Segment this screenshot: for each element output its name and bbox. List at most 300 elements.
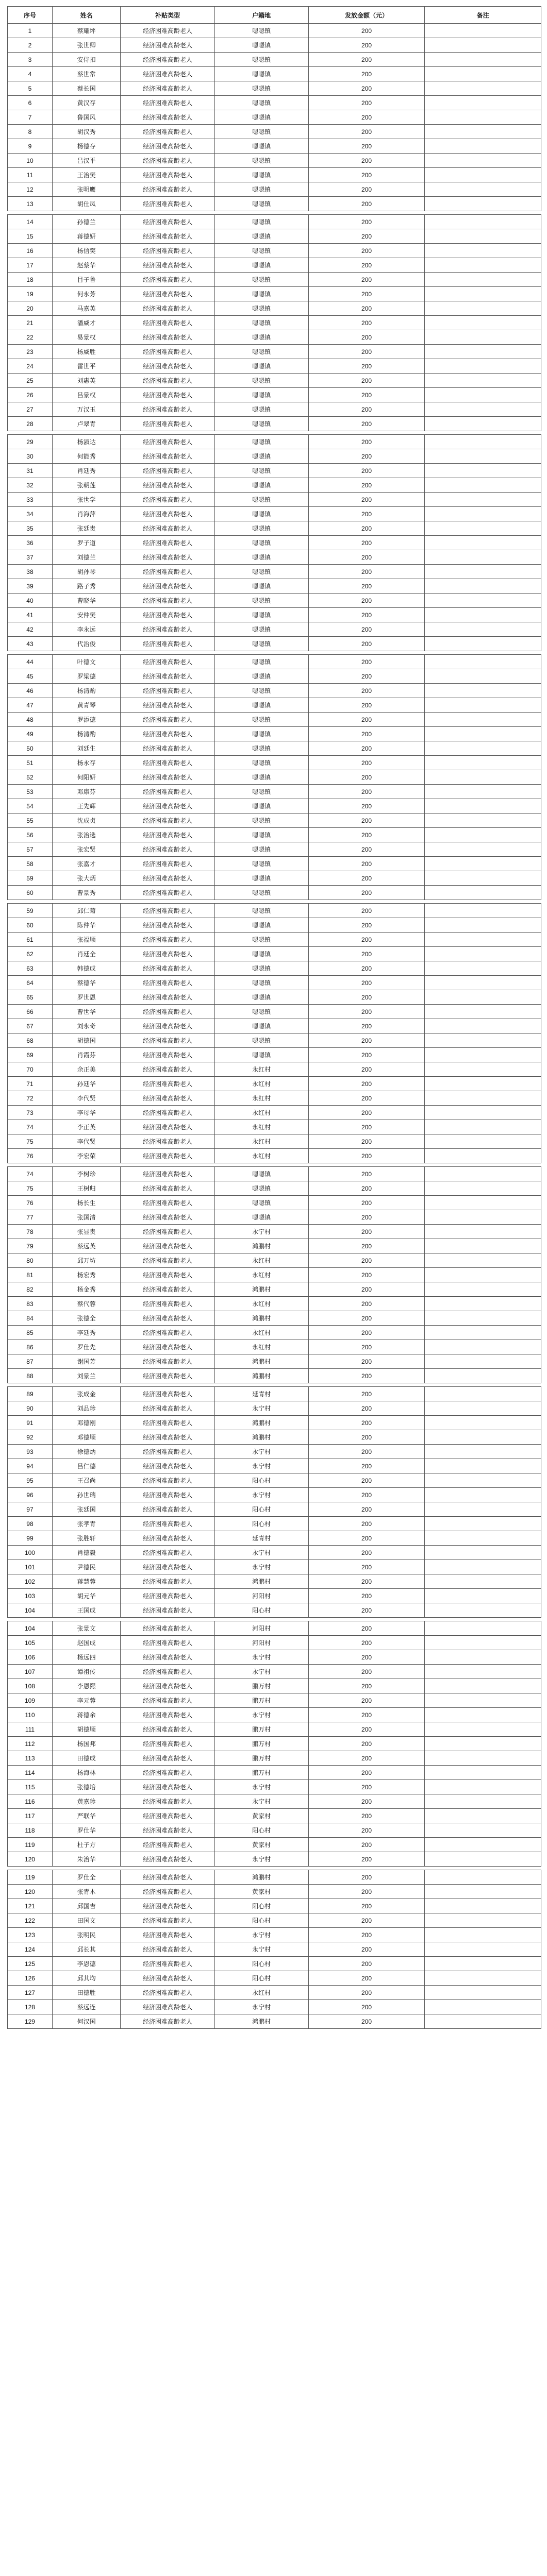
cell-type: 经济困难高龄老人 xyxy=(121,1326,214,1340)
cell-note xyxy=(425,1354,541,1369)
table-row xyxy=(8,1473,541,1488)
cell-amount: 200 xyxy=(308,1473,425,1488)
cell-note xyxy=(425,1210,541,1225)
cell-addr: 嗯嗯镇 xyxy=(214,81,308,96)
cell-seq: 106 xyxy=(8,1650,53,1665)
cell-amount: 200 xyxy=(308,359,425,374)
table-row xyxy=(8,961,541,976)
cell-type: 经济困难高龄老人 xyxy=(121,1737,214,1751)
cell-amount: 200 xyxy=(308,1636,425,1650)
cell-addr: 嗯嗯镇 xyxy=(214,182,308,197)
cell-seq: 83 xyxy=(8,1297,53,1311)
cell-amount: 200 xyxy=(308,1488,425,1502)
cell-addr: 永红村 xyxy=(214,1077,308,1091)
table-row xyxy=(8,1488,541,1502)
cell-note xyxy=(425,1693,541,1708)
cell-seq: 124 xyxy=(8,1942,53,1957)
cell-name: 肖海萍 xyxy=(52,507,120,521)
cell-seq: 118 xyxy=(8,1823,53,1838)
cell-name: 胡德顺 xyxy=(52,1722,120,1737)
cell-note xyxy=(425,1679,541,1693)
table-row xyxy=(8,1077,541,1091)
cell-name: 马嘉英 xyxy=(52,301,120,316)
cell-amount: 200 xyxy=(308,1297,425,1311)
cell-seq: 111 xyxy=(8,1722,53,1737)
cell-amount: 200 xyxy=(308,918,425,933)
separator-cell xyxy=(8,1867,541,1870)
cell-seq: 22 xyxy=(8,330,53,345)
cell-amount: 200 xyxy=(308,2014,425,2029)
cell-seq: 6 xyxy=(8,96,53,110)
cell-note xyxy=(425,402,541,417)
cell-addr: 嗯嗯镇 xyxy=(214,38,308,53)
cell-name: 李树珍 xyxy=(52,1167,120,1181)
cell-amount: 200 xyxy=(308,96,425,110)
cell-type: 经济困难高龄老人 xyxy=(121,1120,214,1134)
cell-type: 经济困难高龄老人 xyxy=(121,1603,214,1618)
table-row xyxy=(8,1062,541,1077)
cell-type: 经济困难高龄老人 xyxy=(121,493,214,507)
cell-note xyxy=(425,684,541,698)
cell-name: 尹德民 xyxy=(52,1560,120,1574)
cell-seq: 58 xyxy=(8,857,53,871)
cell-type: 经济困难高龄老人 xyxy=(121,637,214,651)
cell-type: 经济困难高龄老人 xyxy=(121,1340,214,1354)
cell-note xyxy=(425,1546,541,1560)
cell-type: 经济困难高龄老人 xyxy=(121,1708,214,1722)
cell-name: 张大炳 xyxy=(52,871,120,886)
cell-type: 经济困难高龄老人 xyxy=(121,713,214,727)
cell-note xyxy=(425,1005,541,1019)
cell-type: 经济困难高龄老人 xyxy=(121,2000,214,2014)
cell-addr: 永红村 xyxy=(214,1340,308,1354)
cell-type: 经济困难高龄老人 xyxy=(121,330,214,345)
cell-addr: 嗯嗯镇 xyxy=(214,550,308,565)
cell-type: 经济困难高龄老人 xyxy=(121,507,214,521)
cell-type: 经济困难高龄老人 xyxy=(121,1722,214,1737)
cell-addr: 鹏万村 xyxy=(214,1693,308,1708)
cell-note xyxy=(425,67,541,81)
cell-type: 经济困难高龄老人 xyxy=(121,727,214,741)
cell-addr: 嗯嗯镇 xyxy=(214,67,308,81)
cell-amount: 200 xyxy=(308,1870,425,1885)
table-row xyxy=(8,1401,541,1416)
table-row xyxy=(8,24,541,38)
cell-amount: 200 xyxy=(308,536,425,550)
cell-note xyxy=(425,1311,541,1326)
cell-seq: 34 xyxy=(8,507,53,521)
cell-note xyxy=(425,1708,541,1722)
cell-name: 代治俊 xyxy=(52,637,120,651)
cell-addr: 嗯嗯镇 xyxy=(214,417,308,431)
cell-seq: 54 xyxy=(8,799,53,814)
cell-addr: 永宁村 xyxy=(214,1665,308,1679)
cell-amount: 200 xyxy=(308,1574,425,1589)
cell-name: 邱国吉 xyxy=(52,1899,120,1913)
cell-note xyxy=(425,1899,541,1913)
cell-seq: 10 xyxy=(8,154,53,168)
cell-addr: 阳心村 xyxy=(214,1971,308,1986)
cell-addr: 鸿鹏村 xyxy=(214,1311,308,1326)
cell-name: 路子秀 xyxy=(52,579,120,594)
cell-name: 余正美 xyxy=(52,1062,120,1077)
cell-name: 刘永奇 xyxy=(52,1019,120,1033)
table-row xyxy=(8,1387,541,1401)
cell-seq: 61 xyxy=(8,933,53,947)
table-row xyxy=(8,1636,541,1650)
cell-note xyxy=(425,478,541,493)
cell-amount: 200 xyxy=(308,330,425,345)
cell-seq: 105 xyxy=(8,1636,53,1650)
cell-amount: 200 xyxy=(308,550,425,565)
cell-type: 经济困难高龄老人 xyxy=(121,197,214,211)
table-row xyxy=(8,67,541,81)
table-row xyxy=(8,374,541,388)
table-row xyxy=(8,1340,541,1354)
cell-type: 经济困难高龄老人 xyxy=(121,96,214,110)
cell-seq: 126 xyxy=(8,1971,53,1986)
cell-amount: 200 xyxy=(308,168,425,182)
cell-addr: 阳心村 xyxy=(214,1473,308,1488)
table-row xyxy=(8,1311,541,1326)
cell-name: 罗仕先 xyxy=(52,1340,120,1354)
cell-type: 经济困难高龄老人 xyxy=(121,655,214,669)
separator-cell xyxy=(8,1618,541,1621)
cell-amount: 200 xyxy=(308,1091,425,1106)
cell-amount: 200 xyxy=(308,521,425,536)
cell-type: 经济困难高龄老人 xyxy=(121,1531,214,1546)
cell-name: 曹景秀 xyxy=(52,886,120,900)
cell-addr: 延青村 xyxy=(214,1531,308,1546)
table-row xyxy=(8,990,541,1005)
cell-addr: 嗯嗯镇 xyxy=(214,507,308,521)
cell-type: 经济困难高龄老人 xyxy=(121,81,214,96)
cell-note xyxy=(425,1722,541,1737)
cell-note xyxy=(425,507,541,521)
cell-note xyxy=(425,301,541,316)
cell-note xyxy=(425,698,541,713)
cell-type: 经济困难高龄老人 xyxy=(121,1650,214,1665)
cell-name: 刘廷生 xyxy=(52,741,120,756)
table-row xyxy=(8,1445,541,1459)
table-row xyxy=(8,2000,541,2014)
cell-name: 杨金秀 xyxy=(52,1282,120,1297)
cell-type: 经济困难高龄老人 xyxy=(121,756,214,770)
cell-type: 经济困难高龄老人 xyxy=(121,1106,214,1120)
cell-note xyxy=(425,842,541,857)
table-row xyxy=(8,1149,541,1163)
cell-addr: 鹏万村 xyxy=(214,1722,308,1737)
cell-type: 经济困难高龄老人 xyxy=(121,1589,214,1603)
cell-seq: 31 xyxy=(8,464,53,478)
cell-amount: 200 xyxy=(308,1196,425,1210)
cell-amount: 200 xyxy=(308,1838,425,1852)
cell-seq: 59 xyxy=(8,871,53,886)
cell-addr: 永红村 xyxy=(214,1149,308,1163)
table-row xyxy=(8,521,541,536)
cell-note xyxy=(425,669,541,684)
cell-name: 杜子方 xyxy=(52,1838,120,1852)
cell-amount: 200 xyxy=(308,38,425,53)
cell-name: 罗仕华 xyxy=(52,1823,120,1838)
cell-seq: 116 xyxy=(8,1794,53,1809)
table-row xyxy=(8,727,541,741)
cell-amount: 200 xyxy=(308,345,425,359)
cell-amount: 200 xyxy=(308,770,425,785)
cell-seq: 38 xyxy=(8,565,53,579)
cell-note xyxy=(425,110,541,125)
cell-addr: 嗯嗯镇 xyxy=(214,215,308,229)
cell-type: 经济困难高龄老人 xyxy=(121,1502,214,1517)
cell-addr: 永宁村 xyxy=(214,1780,308,1794)
cell-note xyxy=(425,1942,541,1957)
cell-seq: 107 xyxy=(8,1665,53,1679)
cell-addr: 嗯嗯镇 xyxy=(214,565,308,579)
cell-name: 李廷秀 xyxy=(52,1326,120,1340)
cell-type: 经济困难高龄老人 xyxy=(121,449,214,464)
cell-amount: 200 xyxy=(308,287,425,301)
cell-type: 经济困难高龄老人 xyxy=(121,976,214,990)
cell-addr: 嗯嗯镇 xyxy=(214,814,308,828)
cell-name: 吕景权 xyxy=(52,388,120,402)
cell-type: 经济困难高龄老人 xyxy=(121,1488,214,1502)
cell-note xyxy=(425,197,541,211)
cell-name: 谢国芳 xyxy=(52,1354,120,1369)
table-row xyxy=(8,684,541,698)
cell-addr: 嗯嗯镇 xyxy=(214,770,308,785)
table-row xyxy=(8,449,541,464)
cell-seq: 59 xyxy=(8,904,53,918)
cell-type: 经济困难高龄老人 xyxy=(121,1636,214,1650)
table-row xyxy=(8,1809,541,1823)
cell-type: 经济困难高龄老人 xyxy=(121,1621,214,1636)
table-row xyxy=(8,594,541,608)
cell-addr: 阳心村 xyxy=(214,1823,308,1838)
cell-seq: 110 xyxy=(8,1708,53,1722)
cell-amount: 200 xyxy=(308,1340,425,1354)
cell-seq: 30 xyxy=(8,449,53,464)
cell-name: 张德全 xyxy=(52,1311,120,1326)
cell-type: 经济困难高龄老人 xyxy=(121,1473,214,1488)
table-row xyxy=(8,1239,541,1253)
cell-note xyxy=(425,1326,541,1340)
cell-seq: 36 xyxy=(8,536,53,550)
cell-seq: 80 xyxy=(8,1253,53,1268)
cell-name: 张福顺 xyxy=(52,933,120,947)
cell-amount: 200 xyxy=(308,1354,425,1369)
table-row xyxy=(8,550,541,565)
cell-note xyxy=(425,785,541,799)
cell-type: 经济困难高龄老人 xyxy=(121,1210,214,1225)
cell-name: 蔡世常 xyxy=(52,67,120,81)
cell-amount: 200 xyxy=(308,1430,425,1445)
cell-amount: 200 xyxy=(308,1942,425,1957)
cell-type: 经济困难高龄老人 xyxy=(121,244,214,258)
table-row xyxy=(8,402,541,417)
cell-amount: 200 xyxy=(308,1282,425,1297)
table-row xyxy=(8,1560,541,1574)
cell-seq: 84 xyxy=(8,1311,53,1326)
table-row xyxy=(8,125,541,139)
cell-type: 经济困难高龄老人 xyxy=(121,842,214,857)
cell-addr: 鸿鹏村 xyxy=(214,1369,308,1383)
cell-amount: 200 xyxy=(308,273,425,287)
cell-amount: 200 xyxy=(308,215,425,229)
cell-amount: 200 xyxy=(308,622,425,637)
cell-addr: 鸿鹏村 xyxy=(214,1416,308,1430)
cell-name: 王治樊 xyxy=(52,168,120,182)
cell-addr: 阳心村 xyxy=(214,1517,308,1531)
cell-name: 罗子道 xyxy=(52,536,120,550)
cell-amount: 200 xyxy=(308,1077,425,1091)
cell-type: 经济困难高龄老人 xyxy=(121,565,214,579)
table-row xyxy=(8,1282,541,1297)
cell-name: 胡孙琴 xyxy=(52,565,120,579)
table-row xyxy=(8,1459,541,1473)
cell-amount: 200 xyxy=(308,947,425,961)
cell-type: 经济困难高龄老人 xyxy=(121,1167,214,1181)
cell-type: 经济困难高龄老人 xyxy=(121,24,214,38)
cell-type: 经济困难高龄老人 xyxy=(121,1297,214,1311)
cell-note xyxy=(425,1445,541,1459)
cell-type: 经济困难高龄老人 xyxy=(121,67,214,81)
cell-amount: 200 xyxy=(308,1737,425,1751)
table-row xyxy=(8,478,541,493)
table-row xyxy=(8,258,541,273)
cell-addr: 嗯嗯镇 xyxy=(214,139,308,154)
cell-addr: 嗯嗯镇 xyxy=(214,594,308,608)
cell-name: 曹晓华 xyxy=(52,594,120,608)
cell-name: 王树归 xyxy=(52,1181,120,1196)
cell-seq: 71 xyxy=(8,1077,53,1091)
cell-seq: 44 xyxy=(8,655,53,669)
cell-amount: 200 xyxy=(308,1033,425,1048)
cell-note xyxy=(425,1196,541,1210)
table-row xyxy=(8,215,541,229)
cell-addr: 嗯嗯镇 xyxy=(214,464,308,478)
cell-name: 赵蔡华 xyxy=(52,258,120,273)
cell-seq: 7 xyxy=(8,110,53,125)
cell-seq: 40 xyxy=(8,594,53,608)
cell-amount: 200 xyxy=(308,449,425,464)
table-row xyxy=(8,1885,541,1899)
cell-type: 经济困难高龄老人 xyxy=(121,345,214,359)
cell-name: 张治选 xyxy=(52,828,120,842)
cell-name: 张成金 xyxy=(52,1387,120,1401)
cell-name: 杨国邦 xyxy=(52,1737,120,1751)
cell-name: 肖廷全 xyxy=(52,947,120,961)
cell-amount: 200 xyxy=(308,608,425,622)
table-row xyxy=(8,1005,541,1019)
cell-type: 经济困难高龄老人 xyxy=(121,1401,214,1416)
cell-seq: 95 xyxy=(8,1473,53,1488)
cell-name: 李元蓉 xyxy=(52,1693,120,1708)
cell-amount: 200 xyxy=(308,1387,425,1401)
cell-name: 邓康芬 xyxy=(52,785,120,799)
separator-cell xyxy=(8,1163,541,1167)
cell-addr: 鸿鹏村 xyxy=(214,1354,308,1369)
cell-note xyxy=(425,1077,541,1091)
cell-type: 经济困难高龄老人 xyxy=(121,1986,214,2000)
cell-note xyxy=(425,1033,541,1048)
cell-note xyxy=(425,1488,541,1502)
cell-seq: 9 xyxy=(8,139,53,154)
cell-type: 经济困难高龄老人 xyxy=(121,1885,214,1899)
cell-seq: 43 xyxy=(8,637,53,651)
cell-note xyxy=(425,1517,541,1531)
cell-type: 经济困难高龄老人 xyxy=(121,521,214,536)
cell-name: 安侍扣 xyxy=(52,53,120,67)
table-row xyxy=(8,1751,541,1766)
cell-addr: 嗯嗯镇 xyxy=(214,197,308,211)
cell-name: 杨远四 xyxy=(52,1650,120,1665)
cell-name: 蔡远英 xyxy=(52,1239,120,1253)
cell-addr: 嗯嗯镇 xyxy=(214,1033,308,1048)
table-row xyxy=(8,493,541,507)
cell-name: 严联华 xyxy=(52,1809,120,1823)
cell-addr: 鸿鹏村 xyxy=(214,1282,308,1297)
cell-type: 经济困难高龄老人 xyxy=(121,886,214,900)
cell-seq: 75 xyxy=(8,1181,53,1196)
cell-addr: 鸿鹏村 xyxy=(214,1239,308,1253)
cell-note xyxy=(425,1870,541,1885)
table-row xyxy=(8,828,541,842)
table-body xyxy=(8,24,541,2029)
cell-seq: 13 xyxy=(8,197,53,211)
cell-name: 黄嘉珍 xyxy=(52,1794,120,1809)
cell-seq: 120 xyxy=(8,1852,53,1867)
cell-note xyxy=(425,215,541,229)
cell-seq: 53 xyxy=(8,785,53,799)
cell-seq: 20 xyxy=(8,301,53,316)
cell-seq: 125 xyxy=(8,1957,53,1971)
cell-amount: 200 xyxy=(308,1621,425,1636)
cell-amount: 200 xyxy=(308,67,425,81)
cell-note xyxy=(425,2000,541,2014)
cell-addr: 嗯嗯镇 xyxy=(214,871,308,886)
cell-note xyxy=(425,1459,541,1473)
cell-note xyxy=(425,1531,541,1546)
group-separator xyxy=(8,1867,541,1870)
cell-name: 张胜轩 xyxy=(52,1531,120,1546)
cell-seq: 104 xyxy=(8,1603,53,1618)
cell-seq: 119 xyxy=(8,1870,53,1885)
table-row xyxy=(8,182,541,197)
cell-seq: 120 xyxy=(8,1885,53,1899)
table-header-row xyxy=(8,7,541,24)
cell-note xyxy=(425,1971,541,1986)
cell-name: 蔡远连 xyxy=(52,2000,120,2014)
cell-type: 经济困难高龄老人 xyxy=(121,1181,214,1196)
cell-addr: 阳心村 xyxy=(214,1957,308,1971)
cell-name: 陈仲华 xyxy=(52,918,120,933)
cell-seq: 86 xyxy=(8,1340,53,1354)
cell-addr: 永宁村 xyxy=(214,1852,308,1867)
table-row xyxy=(8,1048,541,1062)
cell-addr: 嗯嗯镇 xyxy=(214,713,308,727)
cell-amount: 200 xyxy=(308,1679,425,1693)
table-row xyxy=(8,1737,541,1751)
table-row xyxy=(8,1957,541,1971)
cell-seq: 48 xyxy=(8,713,53,727)
cell-type: 经济困难高龄老人 xyxy=(121,273,214,287)
cell-type: 经济困难高龄老人 xyxy=(121,1899,214,1913)
cell-amount: 200 xyxy=(308,1603,425,1618)
cell-name: 吕汉平 xyxy=(52,154,120,168)
cell-note xyxy=(425,1621,541,1636)
cell-addr: 鹏万村 xyxy=(214,1751,308,1766)
table-row xyxy=(8,244,541,258)
